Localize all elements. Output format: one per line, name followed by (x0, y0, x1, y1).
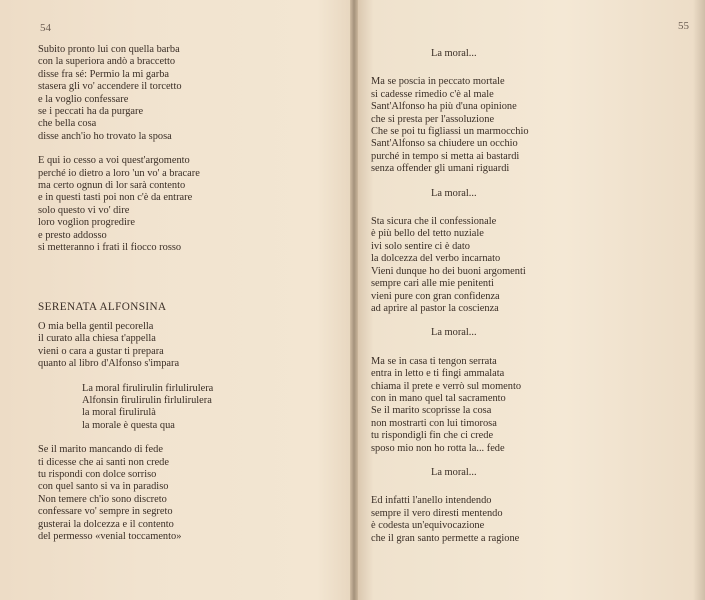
verse-line: tu rispondi con dolce sorriso (38, 468, 157, 480)
section-title: SERENATA ALFONSINA (38, 300, 167, 313)
stanza (38, 155, 338, 254)
verse-line: gusterai la dolcezza e il contento (38, 518, 174, 530)
verse-line: perché io dietro a loro 'un vo' a bracare (38, 167, 200, 179)
verse-line: che bella cosa (38, 118, 97, 130)
verse-line: disse anch'io ho trovato la sposa (38, 130, 172, 142)
verse-line: tu rispondigli fin che ci crede (371, 430, 494, 442)
verse-line: ivi solo sentire ci è dato (371, 240, 470, 252)
verse-line: che si presta per l'assoluzione (371, 113, 495, 125)
verse-line: E qui io cesso a voi quest'argomento (38, 155, 190, 167)
verse-line: Se il marito scoprisse la cosa (371, 405, 492, 417)
chorus (38, 383, 338, 433)
verse-line: Sta sicura che il confessionale (371, 216, 497, 228)
chorus-line: la moral firulirulà (82, 407, 156, 419)
refrain-line: La moral... (431, 327, 477, 339)
chorus-line: Alfonsin firulirulin firlulirulera (82, 394, 212, 406)
stanza (38, 44, 338, 143)
verse-line: che il gran santo permette a ragione (371, 532, 520, 544)
verse-line: ma certo ognun di lor sarà contento (38, 180, 186, 192)
verse-line: è più bello del tetto nuziale (371, 228, 484, 240)
verse-line: Sant'Alfonso ha più d'una opinione (371, 101, 517, 113)
verse-line: la dolcezza del verbo incarnato (371, 253, 501, 265)
verse-line: Subito pronto lui con quella barba (38, 44, 180, 55)
stanza (371, 495, 691, 545)
refrain-line: La moral... (431, 48, 477, 59)
page-number-left: 54 (40, 22, 51, 34)
refrain-line: La moral... (431, 466, 477, 478)
right-text-column (371, 48, 691, 557)
verse-line: solo questo vi vo' dire (38, 204, 130, 216)
verse-line: è codesta un'equivocazione (371, 520, 485, 532)
verse-line: Vieni dunque ho dei buoni argomenti (371, 265, 526, 277)
verse-line: e in questi tasti poi non c'è da entrare (38, 192, 193, 204)
stanza (38, 444, 338, 543)
verse-line: si cadesse rimedio c'è al male (371, 88, 494, 100)
verse-line: e presto addosso (38, 229, 107, 241)
verse-line: del permesso «venial toccamento» (38, 531, 182, 542)
verse-line: Ed infatti l'anello intendendo (371, 495, 492, 507)
stanza (38, 321, 338, 371)
verse-line: purché in tempo si metta ai bastardi (371, 150, 520, 162)
verse-line: con in mano quel tal sacramento (371, 392, 506, 404)
left-text-column (38, 44, 338, 555)
refrain-line: La moral... (431, 187, 477, 199)
verse-line: con la superiora andò a braccetto (38, 56, 176, 68)
page-number-right: 55 (678, 20, 689, 32)
verse-line: Ma se in casa ti tengon serrata (371, 355, 497, 367)
verse-line: vieni pure con gran confidenza (371, 290, 500, 302)
verse-line: chiama il prete e verrò sul momento (371, 380, 522, 392)
verse-line: con quel santo si va in paradiso (38, 481, 169, 493)
verse-line: sempre il vero diresti mentendo (371, 507, 503, 519)
verse-line: O mia bella gentil pecorella (38, 320, 154, 332)
page-edge-shadow (693, 0, 705, 600)
verse-line: vieni o cara a gustar ti prepara (38, 345, 164, 357)
verse-line: se i peccati ha da purgare (38, 106, 144, 118)
verse-line: stasera gli vo' accendere il torcetto (38, 81, 182, 93)
verse-line: confessare vo' sempre in segreto (38, 506, 173, 518)
verse-line: sposo mio non ho rotta la... fede (371, 442, 505, 454)
left-page (0, 0, 352, 600)
verse-line: Se il marito mancando di fede (38, 444, 163, 456)
verse-line: il curato alla chiesa t'appella (38, 333, 156, 345)
verse-line: quanto al libro d'Alfonso s'impara (38, 358, 180, 370)
verse-line: disse fra sé: Permio la mi garba (38, 68, 169, 80)
stanza (371, 76, 691, 175)
verse-line: Sant'Alfonso sa chiudere un occhio (371, 138, 518, 150)
section-spacer (38, 267, 338, 301)
verse-line: ad aprire al pastor la coscienza (371, 302, 499, 314)
verse-line: entra in letto e ti fingi ammalata (371, 368, 505, 380)
verse-line: non mostrarti con lui timorosa (371, 417, 497, 429)
right-page (355, 0, 705, 600)
verse-line: Che se poi tu figliassi un marmocchio (371, 126, 529, 138)
verse-line: Non temere ch'io sono discreto (38, 493, 167, 505)
stanza (371, 216, 691, 315)
verse-line: e la voglio confessare (38, 93, 129, 105)
verse-line: sempre cari alle mie penitenti (371, 278, 494, 290)
verse-line: ti dicesse che ai santi non crede (38, 456, 169, 468)
verse-line: si metteranno i frati il fiocco rosso (38, 242, 182, 254)
verse-line: loro voglion progredire (38, 217, 135, 229)
chorus-line: La moral firulirulin firlulirulera (82, 382, 214, 394)
verse-line: senza offender gli umani riguardi (371, 163, 510, 175)
chorus-line: la morale è questa qua (82, 419, 175, 431)
verse-line: Ma se poscia in peccato mortale (371, 76, 505, 88)
stanza (371, 356, 691, 455)
